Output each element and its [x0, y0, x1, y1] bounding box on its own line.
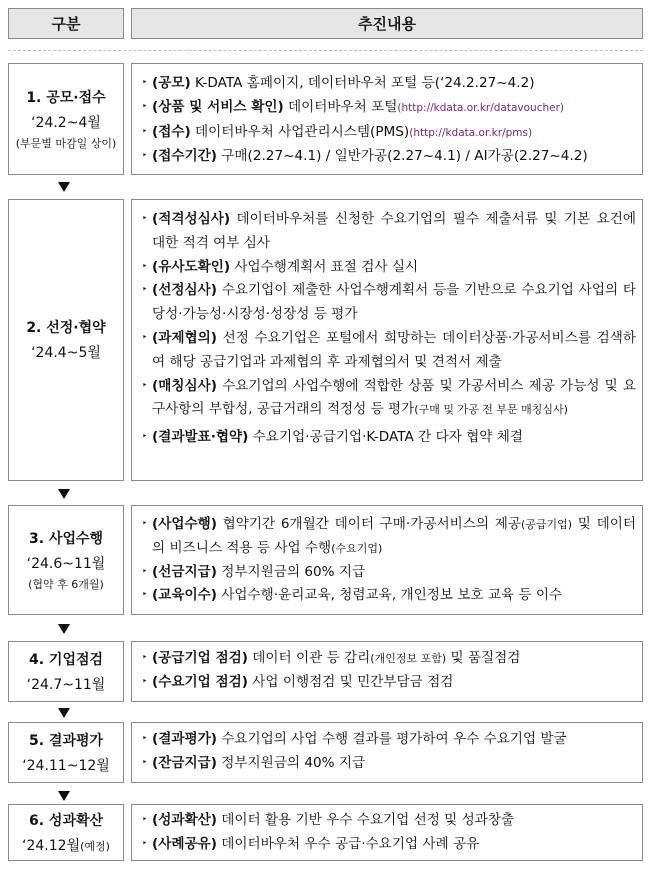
list-item	[142, 426, 636, 450]
arrow-down-icon	[58, 624, 70, 634]
stage-title: 2. 선정·협약	[26, 320, 106, 336]
list-item	[142, 561, 636, 585]
bullet-icon: ‣	[142, 332, 148, 343]
header-category-label: 구분	[51, 15, 81, 33]
stage-4-content	[131, 641, 643, 702]
item-key: (과제협의)	[152, 329, 217, 346]
stage-6-content	[131, 804, 643, 861]
item-text: 정부지원금의 60% 지급	[216, 563, 366, 580]
stage-note: (부문별 마감일 상이)	[15, 137, 117, 150]
bullet-icon: ‣	[142, 757, 148, 768]
header-category	[8, 8, 124, 39]
stage-5-label	[8, 722, 124, 783]
list-item	[142, 647, 636, 671]
item-key: (유사도확인)	[152, 258, 231, 275]
item-key: (결과평가)	[152, 731, 217, 747]
arrow-down-icon	[58, 182, 70, 192]
list-item	[142, 833, 636, 857]
list-item	[142, 72, 636, 96]
item-note: (공급기업)	[521, 518, 573, 531]
item-text: 구매(2.27~4.1) / 일반가공(2.27~4.1) / AI가공(2.27~4.2)	[216, 148, 588, 165]
bullet-icon: ‣	[142, 101, 148, 112]
list-item	[142, 728, 636, 752]
item-text: 선정 수요기업은 포털에서 희망하는 데이터상품·가공서비스를 검색하여 해당 공급기업과 과제협의 후 과제협의서 및 견적서 제출	[152, 329, 636, 370]
item-text: 정부지원금의 40% 지급	[216, 754, 366, 771]
item-text: 데이터 이관 등 감리	[247, 650, 371, 666]
list-item	[142, 671, 636, 695]
stage-title: 3. 사업수행	[28, 531, 104, 547]
list-item	[142, 279, 636, 327]
url-link[interactable]: (http://kdata.or.kr/pms)	[409, 126, 533, 139]
item-text: 수요기업의 사업수행에 적합한 상품 및 가공서비스 제공 가능성 및 요구사항의 부합성, 공급거래의 적정성 등 평가	[152, 377, 636, 418]
list-item	[142, 809, 636, 833]
bullet-icon: ‣	[142, 78, 148, 88]
stage-2-label	[8, 199, 124, 481]
item-key: (교육이수)	[152, 587, 217, 604]
stage-5-content	[131, 722, 643, 783]
stage-title: 6. 성과확산	[28, 812, 104, 829]
bullet-icon: ‣	[142, 380, 148, 391]
item-text: 수요기업의 사업 수행 결과를 평가하여 우수 수요기업 발굴	[216, 731, 567, 747]
bullet-icon: ‣	[142, 432, 148, 443]
item-text: 데이터바우처 사업관리시스템(PMS)	[190, 123, 410, 140]
item-text: 협약기간 6개월간 데이터 구매·가공서비스의 제공	[216, 516, 521, 532]
item-key: (성과확산)	[152, 812, 217, 828]
bullet-icon: ‣	[142, 590, 148, 601]
list-item	[142, 327, 636, 375]
header-content-label: 추진내용	[358, 15, 416, 33]
list-item	[142, 208, 636, 256]
period-note: (예정)	[80, 839, 110, 853]
item-text: 사업수행계획서 표절 검사 실시	[230, 258, 419, 275]
list-item	[142, 256, 636, 280]
list-item	[142, 513, 636, 561]
stage-period: ‘24.7~11월	[26, 676, 106, 693]
stage-3-label	[8, 505, 124, 615]
stage-4-label	[8, 641, 124, 702]
list-item	[142, 752, 636, 776]
item-text: 데이터 활용 기반 우수 수요기업 선정 및 성과창출	[216, 812, 515, 828]
list-item	[142, 96, 636, 121]
divider	[8, 50, 643, 51]
item-key: (공모)	[152, 75, 191, 91]
bullet-icon: ‣	[142, 214, 148, 224]
item-note: (개인정보 포함)	[370, 652, 447, 665]
stage-period	[22, 834, 110, 858]
item-key: (접수기간)	[152, 148, 217, 165]
stage-period: ‘24.6~11월	[26, 556, 106, 572]
stage-title: 5. 결과평가	[28, 732, 104, 749]
stage-6-label	[8, 804, 124, 861]
url-link[interactable]: (http://kdata.or.kr/datavoucher)	[397, 101, 565, 114]
item-key: (잔금지급)	[152, 754, 217, 771]
item-note: (구매 및 가공 전 부문 매칭심사)	[414, 403, 568, 417]
stage-title: 4. 기업점검	[28, 651, 104, 668]
stage-note: (협약 후 6개월)	[28, 578, 104, 591]
item-text: 수요기업·공급기업·K-DATA 간 다자 협약 체결	[248, 429, 524, 446]
arrow-down-icon	[58, 489, 70, 499]
item-text: 데이터바우처 포털	[283, 98, 398, 115]
item-key: (상품 및 서비스 확인)	[152, 98, 284, 115]
item-key: (사업수행)	[152, 516, 217, 532]
stage-period: ‘24.4~5월	[31, 345, 101, 361]
item-key: (공급기업 점검)	[152, 650, 248, 666]
bullet-icon: ‣	[142, 815, 148, 825]
bullet-icon: ‣	[142, 566, 148, 577]
bullet-icon: ‣	[142, 126, 148, 137]
item-key: (매칭심사)	[152, 377, 217, 394]
item-note: (수요기업)	[331, 541, 383, 555]
item-key: (사례공유)	[152, 835, 217, 852]
stage-1-content	[131, 63, 643, 175]
bullet-icon: ‣	[142, 151, 148, 162]
bullet-icon: ‣	[142, 261, 148, 272]
period-text: ‘24.12월	[22, 837, 81, 854]
stage-2-content	[131, 199, 643, 481]
list-item	[142, 375, 636, 423]
list-item	[142, 584, 636, 608]
bullet-icon: ‣	[142, 676, 148, 687]
item-text: 및 데이터의 비즈니스 적용 등 사업 수행	[152, 516, 636, 556]
item-text: 데이터바우처를 신청한 수요기업의 필수 제출서류 및 기본 요건에 대한 적격 여부 심사	[152, 211, 636, 251]
item-key: (선정심사)	[152, 282, 217, 299]
arrow-down-icon	[58, 708, 70, 718]
stage-period: ‘24.11~12월	[22, 757, 110, 774]
item-text: 사업수행·윤리교육, 청렴교육, 개인정보 보호 교육 등 이수	[216, 587, 563, 604]
item-key: (수요기업 점검)	[152, 673, 248, 690]
item-key: (접수)	[152, 123, 191, 140]
item-text: 사업 이행점검 및 민간부담금 점검	[247, 673, 454, 690]
list-item	[142, 145, 636, 169]
bullet-icon: ‣	[142, 519, 148, 529]
stage-title: 1. 공모·접수	[26, 90, 106, 106]
header-content	[131, 8, 643, 39]
item-key: (적격성심사)	[152, 211, 231, 227]
bullet-icon: ‣	[142, 838, 148, 849]
bullet-icon: ‣	[142, 653, 148, 663]
bullet-icon: ‣	[142, 734, 148, 744]
arrow-down-icon	[58, 791, 70, 801]
item-text: 데이터바우처 우수 공급·수요기업 사례 공유	[216, 835, 480, 852]
stage-1-label	[8, 63, 124, 175]
item-text: K-DATA 홈페이지, 데이터바우처 포털 등(‘24.2.27~4.2)	[190, 75, 535, 91]
stage-period: ‘24.2~4월	[31, 115, 101, 131]
item-text: 및 품질점검	[446, 650, 521, 666]
item-key: (결과발표·협약)	[152, 429, 249, 446]
item-text: 수요기업이 제출한 사업수행계획서 등을 기반으로 수요기업 사업의 타당성·가능성·시장성·성장성 등 평가	[152, 282, 636, 323]
list-item	[142, 121, 636, 146]
bullet-icon: ‣	[142, 285, 148, 296]
stage-3-content	[131, 505, 643, 615]
item-key: (선금지급)	[152, 563, 217, 580]
